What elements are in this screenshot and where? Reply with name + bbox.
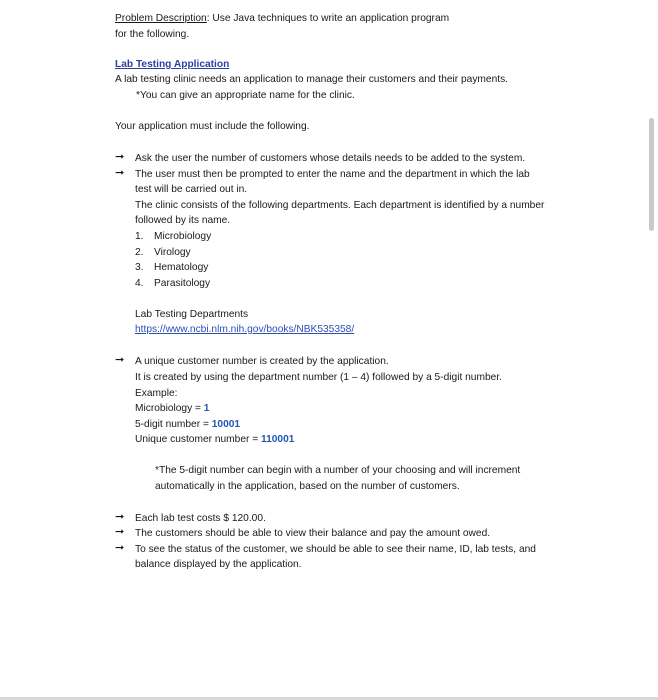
arrow-icon: ➞ (115, 511, 125, 523)
example-microbiology (135, 401, 209, 417)
example-five-digit (135, 417, 240, 433)
example-unique-number-label: Unique customer number = (135, 434, 261, 445)
bullet-status: To see the status of the customer, we should be able to see their name, ID, lab tests, and (135, 544, 536, 555)
department-item (135, 260, 208, 276)
reference-link[interactable]: https://www.ncbi.nlm.nih.gov/books/NBK535358/ (135, 324, 355, 335)
bullet-balance: The customers should be able to view their balance and pay the amount owed. (135, 528, 491, 539)
department-number: 3. (135, 262, 144, 273)
bullet-name-department: The user must then be prompted to enter the name and the department in which the lab (135, 169, 530, 180)
bullet-customer-count: Ask the user the number of customers whose details needs to be added to the system. (135, 153, 526, 164)
example-unique-number (135, 432, 294, 448)
must-include-heading: Your application must include the following. (115, 121, 310, 132)
department-item (135, 229, 211, 245)
bullet-name-department-cont: test will be carried out in. (135, 184, 248, 195)
example-five-digit-value: 10001 (211, 419, 241, 430)
problem-description-line (115, 11, 449, 27)
problem-description-label: Problem Description (115, 13, 207, 24)
departments-intro-cont: followed by its name. (135, 215, 231, 226)
arrow-icon: ➞ (115, 167, 125, 179)
example-five-digit-label: 5-digit number = (135, 419, 212, 430)
department-name: Parasitology (154, 278, 211, 289)
department-name: Microbiology (154, 231, 212, 242)
vertical-scrollbar[interactable] (649, 118, 654, 231)
app-description: A lab testing clinic needs an application to manage their customers and their payments. (115, 74, 509, 85)
department-number: 4. (135, 278, 144, 289)
customer-number-intro: A unique customer number is created by the application. (135, 356, 389, 367)
bullet-status-cont: balance displayed by the application. (135, 559, 302, 570)
example-microbiology-value: 1 (203, 403, 210, 414)
arrow-icon: ➞ (115, 354, 125, 366)
departments-intro: The clinic consists of the following departments. Each department is identified by a number (135, 200, 545, 211)
arrow-icon: ➞ (115, 542, 125, 554)
department-item (135, 245, 191, 261)
department-name: Virology (154, 247, 191, 258)
clinic-name-note: *You can give an appropriate name for the clinic. (136, 90, 355, 101)
app-title: Lab Testing Application (115, 59, 230, 70)
reference-label: Lab Testing Departments (135, 309, 249, 320)
department-number: 2. (135, 247, 144, 258)
arrow-icon: ➞ (115, 526, 125, 538)
example-label: Example: (135, 388, 178, 399)
arrow-icon: ➞ (115, 151, 125, 163)
increment-note: *The 5-digit number can begin with a number of your choosing and will increment (155, 465, 521, 476)
example-microbiology-label: Microbiology = (135, 403, 204, 414)
customer-number-rule: It is created by using the department number (1 – 4) followed by a 5-digit number. (135, 372, 502, 383)
department-name: Hematology (154, 262, 209, 273)
problem-description-text: : Use Java techniques to write an application program (206, 13, 450, 24)
bullet-test-cost: Each lab test costs $ 120.00. (135, 513, 266, 524)
increment-note-cont: automatically in the application, based on the number of customers. (155, 481, 460, 492)
department-number: 1. (135, 231, 144, 242)
department-item (135, 276, 210, 292)
problem-description-continuation: for the following. (115, 29, 190, 40)
example-unique-number-value: 110001 (261, 434, 295, 445)
